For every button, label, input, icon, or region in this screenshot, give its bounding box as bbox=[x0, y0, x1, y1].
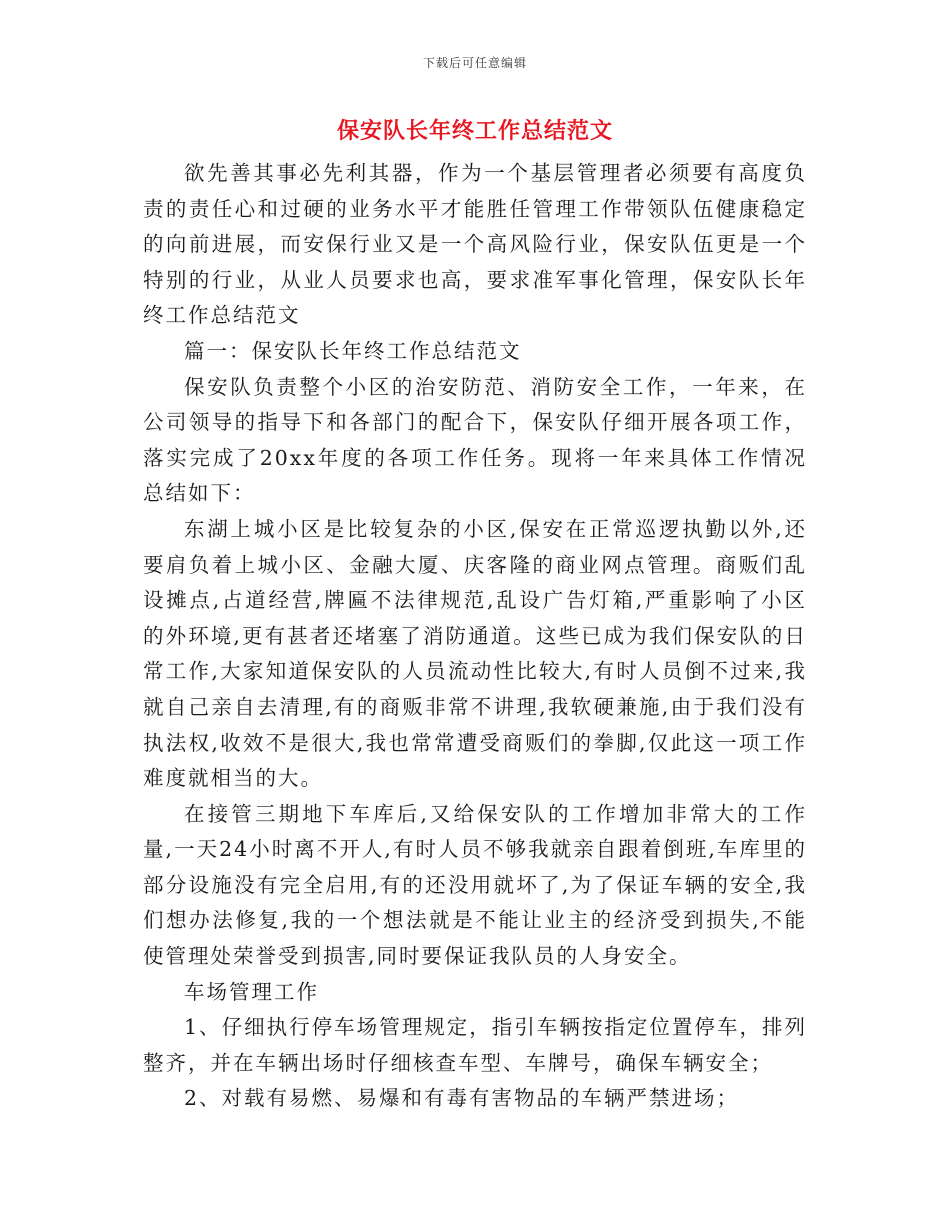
document-title: 保安队长年终工作总结范文 bbox=[336, 118, 613, 144]
paragraph-subheading-parking: 车场管理工作 bbox=[184, 979, 319, 1004]
header-note: 下载后可任意编辑 bbox=[422, 56, 527, 70]
paragraph-item-2: 2、对载有易燃、易爆和有毒有害物品的车辆严禁进场； bbox=[184, 1086, 740, 1111]
document-body bbox=[143, 156, 807, 1117]
paragraph-item-1: 1、仔细执行停车场管理规定，指引车辆按指定位置停车，排列整齐，并在车辆出场时仔细核查车型、车牌号，确保车辆安全； bbox=[143, 1015, 807, 1075]
paragraph-section-heading: 篇一：保安队长年终工作总结范文 bbox=[184, 338, 522, 363]
paragraph-intro: 欲先善其事必先利其器，作为一个基层管理者必须要有高度负责的责任心和过硬的业务水平才能胜任管理工作带领队伍健康稳定的向前进展，而安保行业又是一个高风险行业，保安队伍更是一个特别的行业，从业人员要求也高，要求准军事化管理，保安队长年终工作总结范文 bbox=[143, 161, 807, 328]
paragraph-community: 东湖上城小区是比较复杂的小区,保安在正常巡逻执勤以外,还要肩负着上城小区、金融大厦、庆客隆的商业网点管理。商贩们乱设摊点,占道经营,牌匾不法律规范,乱设广告灯箱,严重影响了小区的外环境,更有甚者还堵塞了消防通道。这些已成为我们保安队的日常工作,大家知道保安队的人员流动性比较大,有时人员倒不过来,我就自己亲自去清理,有的商贩非常不讲理,我软硬兼施,由于我们没有执法权,收效不是很大,我也常常遭受商贩们的拳脚,仅此这一项工作难度就相当的大。 bbox=[143, 516, 807, 791]
paragraph-overview: 保安队负责整个小区的治安防范、消防安全工作，一年来，在公司领导的指导下和各部门的配合下，保安队仔细开展各项工作，落实完成了20xx年度的各项工作任务。现将一年来具体工作情况总结如下： bbox=[143, 374, 807, 506]
paragraph-garage: 在接管三期地下车库后,又给保安队的工作增加非常大的工作量,一天24小时离不开人,有时人员不够我就亲自跟着倒班,车库里的部分设施没有完全启用,有的还没用就坏了,为了保证车辆的安全,我们想办法修复,我的一个想法就是不能让业主的经济受到损失,不能使管理处荣誉受到损害,同时要保证我队员的人身安全。 bbox=[143, 801, 807, 969]
